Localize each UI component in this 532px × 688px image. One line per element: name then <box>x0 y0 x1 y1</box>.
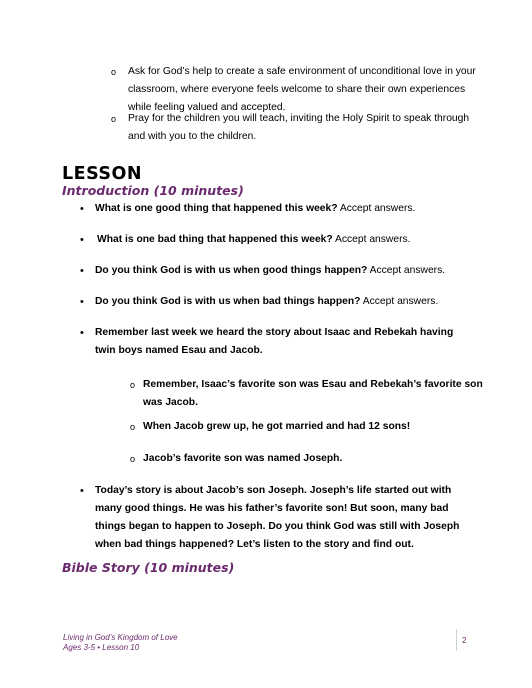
footer-line-1: Living in God’s Kingdom of Love <box>63 633 178 642</box>
question-instruction: Accept answers. <box>332 234 411 245</box>
prayer-item-text: Pray for the children you will teach, inviting the Holy Spirit to speak through and with you to the children. <box>128 113 470 142</box>
footer-divider <box>456 629 457 651</box>
sub-point-text: Remember, Isaac’s favorite son was Esau and Rebekah’s favorite son was Jacob. <box>143 379 483 408</box>
circle-bullet-icon: o <box>130 454 136 464</box>
question-instruction: Accept answers. <box>367 265 446 276</box>
question-text: Do you think God is with us when good things happen? <box>95 265 368 276</box>
sub-point-text: Jacob’s favorite son was named Joseph. <box>143 453 343 464</box>
question-instruction: Accept answers. <box>337 203 416 214</box>
question-instruction: Accept answers. <box>360 296 439 307</box>
introduction-heading: Introduction (10 minutes) <box>62 183 244 198</box>
sub-point-text: When Jacob grew up, he got married and had 12 sons! <box>143 421 411 432</box>
footer-line-2: Ages 3-5 • Lesson 10 <box>63 643 140 652</box>
bullet-icon: • <box>80 296 84 308</box>
circle-bullet-icon: o <box>111 114 117 124</box>
question-text: Do you think God is with us when bad things happen? <box>95 296 361 307</box>
lesson-heading: LESSON <box>62 164 143 184</box>
footer-title <box>63 633 178 653</box>
page-number: 2 <box>462 636 467 645</box>
question-text: Remember last week we heard the story about Isaac and Rebekah having twin boys named Esau and Jacob. <box>95 327 454 356</box>
bullet-icon: • <box>80 265 84 277</box>
bullet-icon: • <box>80 234 84 246</box>
circle-bullet-icon: o <box>111 67 117 77</box>
bible-story-heading: Bible Story (10 minutes) <box>62 560 235 575</box>
question-text: What is one bad thing that happened this week? <box>97 234 333 245</box>
prayer-item-text: Ask for God’s help to create a safe environment of unconditional love in your classroom, where everyone feels welcome to share their own experiences while feeling valued and accepted. <box>128 66 476 113</box>
bullet-icon: • <box>80 203 84 215</box>
question-text: What is one good thing that happened this week? <box>95 203 338 214</box>
question-text: Today’s story is about Jacob’s son Joseph. Joseph’s life started out with many good things. He was his father’s favorite son! But soon, many bad things began to happen to Joseph. Do you think God was still with Joseph when bad things happened? Let’s listen to the story and find out. <box>95 485 460 550</box>
bullet-icon: • <box>80 485 84 497</box>
circle-bullet-icon: o <box>130 422 136 432</box>
bullet-icon: • <box>80 327 84 339</box>
circle-bullet-icon: o <box>130 380 136 390</box>
